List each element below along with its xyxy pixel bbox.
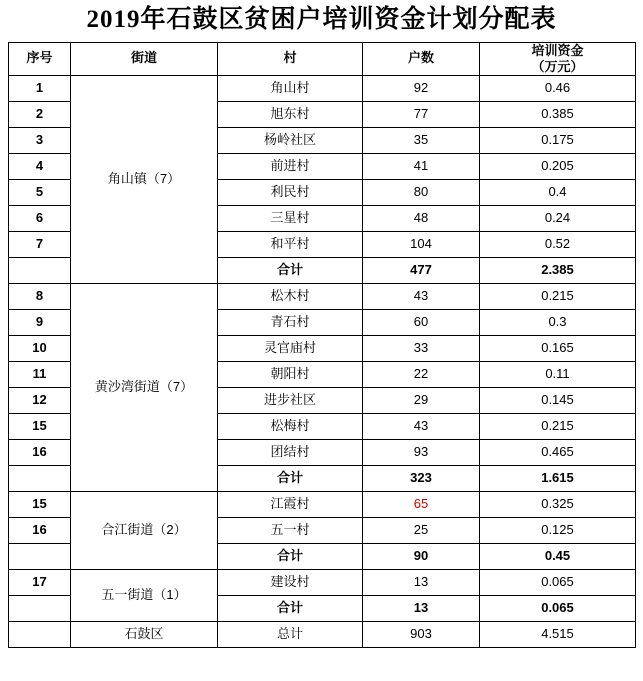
cell-street: 石鼓区 xyxy=(71,622,218,648)
cell-fund: 0.065 xyxy=(480,570,636,596)
cell-households: 25 xyxy=(363,518,480,544)
cell-fund: 0.24 xyxy=(480,206,636,232)
cell-village: 利民村 xyxy=(218,180,363,206)
column-header-village: 村 xyxy=(218,42,363,76)
cell-seq xyxy=(9,258,71,284)
cell-households: 92 xyxy=(363,76,480,102)
cell-seq: 12 xyxy=(9,388,71,414)
cell-fund: 0.465 xyxy=(480,440,636,466)
cell-seq: 8 xyxy=(9,284,71,310)
cell-seq: 10 xyxy=(9,336,71,362)
table-row xyxy=(9,284,636,310)
cell-fund: 0.3 xyxy=(480,310,636,336)
cell-fund: 0.11 xyxy=(480,362,636,388)
cell-seq xyxy=(9,466,71,492)
column-header-seq: 序号 xyxy=(9,42,71,76)
column-header-fund xyxy=(480,42,636,76)
cell-households: 104 xyxy=(363,232,480,258)
cell-village: 江霞村 xyxy=(218,492,363,518)
cell-seq: 15 xyxy=(9,414,71,440)
cell-village: 杨岭社区 xyxy=(218,128,363,154)
cell-seq: 3 xyxy=(9,128,71,154)
cell-seq: 2 xyxy=(9,102,71,128)
cell-households: 43 xyxy=(363,284,480,310)
table-header-row xyxy=(9,42,636,76)
cell-village: 进步社区 xyxy=(218,388,363,414)
cell-households: 41 xyxy=(363,154,480,180)
cell-village: 前进村 xyxy=(218,154,363,180)
cell-village: 合计 xyxy=(218,258,363,284)
cell-fund: 0.385 xyxy=(480,102,636,128)
cell-village: 三星村 xyxy=(218,206,363,232)
cell-households: 33 xyxy=(363,336,480,362)
cell-seq xyxy=(9,622,71,648)
cell-households: 22 xyxy=(363,362,480,388)
cell-seq: 7 xyxy=(9,232,71,258)
cell-fund: 0.215 xyxy=(480,414,636,440)
cell-street: 合江街道（2） xyxy=(71,492,218,570)
cell-households: 90 xyxy=(363,544,480,570)
table-header xyxy=(9,42,636,76)
cell-households: 323 xyxy=(363,466,480,492)
cell-village: 合计 xyxy=(218,596,363,622)
cell-fund: 1.615 xyxy=(480,466,636,492)
page-title: 2019年石鼓区贫困户培训资金计划分配表 xyxy=(86,6,557,33)
cell-fund: 0.325 xyxy=(480,492,636,518)
table-row xyxy=(9,570,636,596)
cell-households: 35 xyxy=(363,128,480,154)
cell-households: 29 xyxy=(363,388,480,414)
cell-village: 总计 xyxy=(218,622,363,648)
cell-seq xyxy=(9,596,71,622)
cell-fund: 0.4 xyxy=(480,180,636,206)
cell-village: 合计 xyxy=(218,544,363,570)
cell-fund: 2.385 xyxy=(480,258,636,284)
cell-seq: 5 xyxy=(9,180,71,206)
cell-street: 角山镇（7） xyxy=(71,76,218,284)
cell-households: 65 xyxy=(363,492,480,518)
cell-fund: 0.52 xyxy=(480,232,636,258)
cell-seq: 11 xyxy=(9,362,71,388)
cell-village: 角山村 xyxy=(218,76,363,102)
cell-fund: 0.175 xyxy=(480,128,636,154)
cell-fund: 0.145 xyxy=(480,388,636,414)
cell-village: 松梅村 xyxy=(218,414,363,440)
table-row-grand-total xyxy=(9,622,636,648)
cell-street: 黄沙湾街道（7） xyxy=(71,284,218,492)
cell-seq: 6 xyxy=(9,206,71,232)
cell-seq xyxy=(9,544,71,570)
cell-households: 93 xyxy=(363,440,480,466)
cell-fund: 0.205 xyxy=(480,154,636,180)
cell-seq: 1 xyxy=(9,76,71,102)
cell-village: 青石村 xyxy=(218,310,363,336)
cell-village: 合计 xyxy=(218,466,363,492)
cell-village: 和平村 xyxy=(218,232,363,258)
table-body xyxy=(9,76,636,648)
cell-fund: 0.215 xyxy=(480,284,636,310)
cell-village: 五一村 xyxy=(218,518,363,544)
table-row xyxy=(9,76,636,102)
cell-seq: 9 xyxy=(9,310,71,336)
cell-village: 建设村 xyxy=(218,570,363,596)
cell-seq: 16 xyxy=(9,440,71,466)
cell-street: 五一街道（1） xyxy=(71,570,218,622)
cell-households: 903 xyxy=(363,622,480,648)
cell-village: 灵官庙村 xyxy=(218,336,363,362)
column-header-fund-line1: 培训资金 xyxy=(531,42,584,58)
table-row xyxy=(9,492,636,518)
cell-fund: 4.515 xyxy=(480,622,636,648)
cell-households: 13 xyxy=(363,596,480,622)
cell-village: 松木村 xyxy=(218,284,363,310)
cell-households: 77 xyxy=(363,102,480,128)
cell-households: 13 xyxy=(363,570,480,596)
cell-households: 48 xyxy=(363,206,480,232)
cell-village: 团结村 xyxy=(218,440,363,466)
column-header-households: 户数 xyxy=(363,42,480,76)
cell-fund: 0.125 xyxy=(480,518,636,544)
cell-fund: 0.46 xyxy=(480,76,636,102)
column-header-fund-line2: （万元） xyxy=(531,58,584,74)
cell-households: 80 xyxy=(363,180,480,206)
cell-households: 60 xyxy=(363,310,480,336)
cell-seq: 15 xyxy=(9,492,71,518)
cell-village: 朝阳村 xyxy=(218,362,363,388)
cell-fund: 0.065 xyxy=(480,596,636,622)
cell-seq: 16 xyxy=(9,518,71,544)
cell-households: 477 xyxy=(363,258,480,284)
cell-seq: 4 xyxy=(9,154,71,180)
cell-fund: 0.45 xyxy=(480,544,636,570)
cell-fund: 0.165 xyxy=(480,336,636,362)
cell-village: 旭东村 xyxy=(218,102,363,128)
column-header-street: 街道 xyxy=(71,42,218,76)
training-fund-allocation-table xyxy=(8,42,636,649)
cell-seq: 17 xyxy=(9,570,71,596)
cell-households: 43 xyxy=(363,414,480,440)
